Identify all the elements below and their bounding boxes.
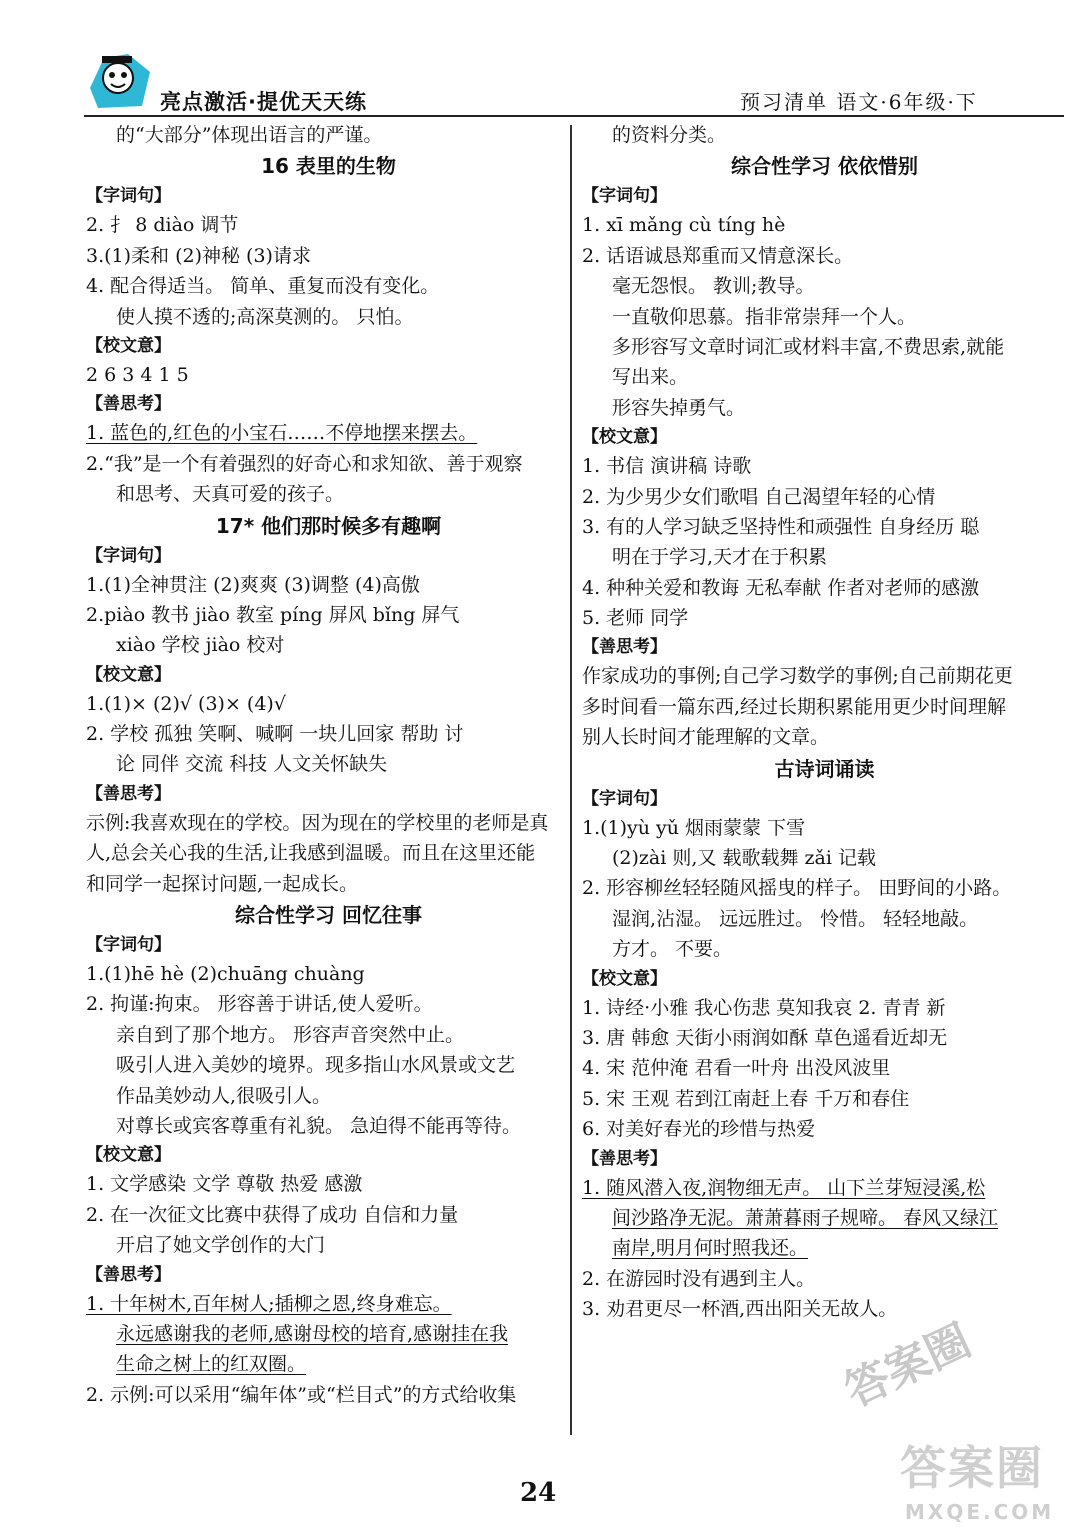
answer-line: 1. 随风潜入夜,润物细无声。 山下兰芽短浸溪,松	[582, 1176, 986, 1199]
watermark-logo: 答案圈	[900, 1441, 1044, 1495]
answer-line: 1. 十年树木,百年树人;插柳之恩,终身难忘。	[86, 1292, 452, 1315]
answer-line: 2. 学校 孤独 笑啊、喊啊 一块儿回家 帮助 讨	[86, 723, 464, 746]
section-tag: 【校文意】	[86, 664, 171, 685]
section-title: 综合性学习 回忆往事	[235, 903, 422, 928]
answer-line: 2. 扌 8 diào 调节	[86, 214, 239, 237]
answer-line: 6. 对美好春光的珍惜与热爱	[582, 1118, 816, 1141]
answer-line: 2. 在一次征文比赛中获得了成功 自信和力量	[86, 1203, 459, 1226]
answer-line: (2)zài 则,又 载歌载舞 zǎi 记载	[612, 847, 876, 870]
mascot-logo-icon	[84, 48, 154, 112]
answer-line: 4. 配合得适当。 简单、重复而没有变化。	[86, 275, 440, 298]
page-header	[0, 0, 1073, 120]
section-tag: 【善思考】	[86, 394, 171, 415]
section-title: 古诗词诵读	[774, 756, 875, 781]
section-title: 综合性学习 依依惜别	[731, 154, 918, 179]
answer-line: 毫无怨恨。 教训;教导。	[612, 275, 815, 298]
section-tag: 【校文意】	[86, 335, 171, 356]
answer-line: 1. xī mǎng cù tíng hè	[582, 214, 786, 237]
answer-line: 1. 书信 演讲稿 诗歌	[582, 455, 752, 478]
section-tag: 【善思考】	[86, 783, 171, 804]
answer-line: 和同学一起探讨问题,一起成长。	[86, 872, 359, 895]
answer-line: 明在于学习,天才在于积累	[612, 546, 828, 569]
brand-title: 亮点激活·提优天天练	[160, 90, 367, 114]
watermark-stamp: 答案圈	[837, 1315, 979, 1418]
answer-line: 2 6 3 4 1 5	[86, 363, 189, 386]
header-rule	[84, 115, 1064, 117]
section-tag: 【字词句】	[582, 788, 667, 809]
answer-line: 吸引人进入美妙的境界。现多指山水风景或文艺	[116, 1054, 516, 1077]
section-tag: 【字词句】	[86, 186, 171, 207]
book-info: 预习清单 语文·6年级·下	[740, 90, 978, 114]
answer-line: 作家成功的事例;自己学习数学的事例;自己前期花更	[582, 665, 1013, 688]
answer-line: 5. 宋 王观 若到江南赶上春 千万和春住	[582, 1087, 910, 1110]
section-title: 17* 他们那时候多有趣啊	[215, 513, 442, 538]
answer-line: 和思考、天真可爱的孩子。	[116, 483, 345, 506]
answer-line: 2. 话语诚恳郑重而又情意深长。	[582, 244, 854, 267]
answer-line: 2.“我”是一个有着强烈的好奇心和求知欲、善于观察	[86, 452, 523, 475]
answer-line: 2. 在游园时没有遇到主人。	[582, 1267, 816, 1290]
answer-line: 2. 拘谨:拘束。 形容善于讲话,使人爱听。	[86, 993, 433, 1016]
answer-line: 间沙路净无泥。萧萧暮雨子规啼。 春风又绿江	[612, 1206, 999, 1229]
section-tag: 【字词句】	[582, 186, 667, 207]
answer-line: 1.(1)全神贯注 (2)爽爽 (3)调整 (4)高傲	[86, 573, 420, 596]
answer-line: 5. 老师 同学	[582, 607, 689, 630]
answer-line: 1.(1)yù yǔ 烟雨蒙蒙 下雪	[582, 816, 806, 839]
section-tag: 【善思考】	[582, 1148, 667, 1169]
watermark-url: MXQE.COM	[905, 1500, 1055, 1524]
section-tag: 【善思考】	[582, 637, 667, 658]
answer-line: 3. 有的人学习缺乏坚持性和顽强性 自身经历 聪	[582, 515, 980, 538]
answer-line: 的“大部分”体现出语言的严谨。	[116, 124, 383, 146]
answer-line: 写出来。	[612, 366, 689, 389]
answer-line: 湿润,沾湿。 远远胜过。 怜惜。 轻轻地敲。	[612, 907, 979, 930]
section-tag: 【校文意】	[582, 427, 667, 448]
answer-line: 永远感谢我的老师,感谢母校的培育,感谢挂在我	[116, 1322, 509, 1345]
answer-line: 1. 文学感染 文学 尊敬 热爱 感激	[86, 1173, 363, 1196]
answer-line: 南岸,明月何时照我还。	[612, 1237, 809, 1260]
answer-line: 4. 宋 范仲淹 君看一叶舟 出没风波里	[582, 1057, 891, 1080]
answer-line: 3. 唐 韩愈 天街小雨润如酥 草色遥看近却无	[582, 1026, 948, 1049]
answer-line: 一直敬仰思慕。指非常崇拜一个人。	[612, 305, 917, 328]
answer-line: xiào 学校 jiào 校对	[116, 634, 285, 657]
answer-line: 2. 形容柳丝轻轻随风摇曳的样子。 田野间的小路。	[582, 877, 1012, 900]
section-tag: 【校文意】	[86, 1145, 171, 1166]
answer-line: 多形容写文章时词汇或材料丰富,不费思索,就能	[612, 335, 1005, 358]
page-number: 24	[520, 1478, 557, 1508]
left-column	[86, 120, 571, 1410]
answer-line: 3. 劝君更尽一杯酒,西出阳关无故人。	[582, 1298, 898, 1321]
answer-line: 人,总会关心我的生活,让我感到温暖。而且在这里还能	[86, 842, 536, 865]
answer-line: 生命之树上的红双圈。	[116, 1353, 307, 1376]
section-tag: 【善思考】	[86, 1264, 171, 1285]
answer-line: 别人长时间才能理解的文章。	[582, 726, 830, 749]
answer-line: 论 同伴 交流 科技 人文关怀缺失	[116, 753, 388, 776]
answer-line: 1. 蓝色的,红色的小宝石……不停地摆来摆去。	[86, 422, 478, 445]
answer-line: 亲自到了那个地方。 形容声音突然中止。	[116, 1023, 465, 1046]
answer-line: 1. 诗经·小雅 我心伤悲 莫知我哀 2. 青青 新	[582, 996, 946, 1019]
answer-line: 的资料分类。	[612, 124, 727, 146]
section-tag: 【字词句】	[86, 935, 171, 956]
section-tag: 【校文意】	[582, 968, 667, 989]
answer-line: 方才。 不要。	[612, 938, 733, 961]
section-tag: 【字词句】	[86, 545, 171, 566]
answer-line: 2. 示例:可以采用“编年体”或“栏目式”的方式给收集	[86, 1383, 517, 1406]
answer-line: 对尊长或宾客尊重有礼貌。 急迫得不能再等待。	[116, 1114, 522, 1137]
answer-line: 3.(1)柔和 (2)神秘 (3)请求	[86, 244, 311, 267]
answer-line: 2. 为少男少女们歌唱 自己渴望年轻的心情	[582, 485, 936, 508]
answer-line: 开启了她文学创作的大门	[116, 1234, 326, 1257]
answer-line: 作品美妙动人,很吸引人。	[116, 1084, 332, 1107]
answer-line: 示例:我喜欢现在的学校。因为现在的学校里的老师是真	[86, 811, 549, 834]
answer-line: 2.piào 教书 jiào 教室 píng 屏风 bǐng 屏气	[86, 603, 460, 626]
answer-line: 多时间看一篇东西,经过长期积累能用更少时间理解	[582, 695, 1007, 718]
right-column	[582, 120, 1067, 1325]
answer-line: 1.(1)hē hè (2)chuāng chuàng	[86, 963, 365, 986]
section-title: 16 表里的生物	[261, 154, 396, 179]
answer-line: 使人摸不透的;高深莫测的。 只怕。	[116, 305, 414, 328]
answer-line: 形容失掉勇气。	[612, 396, 746, 419]
answer-line: 1.(1)× (2)√ (3)× (4)√	[86, 692, 286, 715]
answer-line: 4. 种种关爱和教诲 无私奉献 作者对老师的感激	[582, 576, 980, 599]
